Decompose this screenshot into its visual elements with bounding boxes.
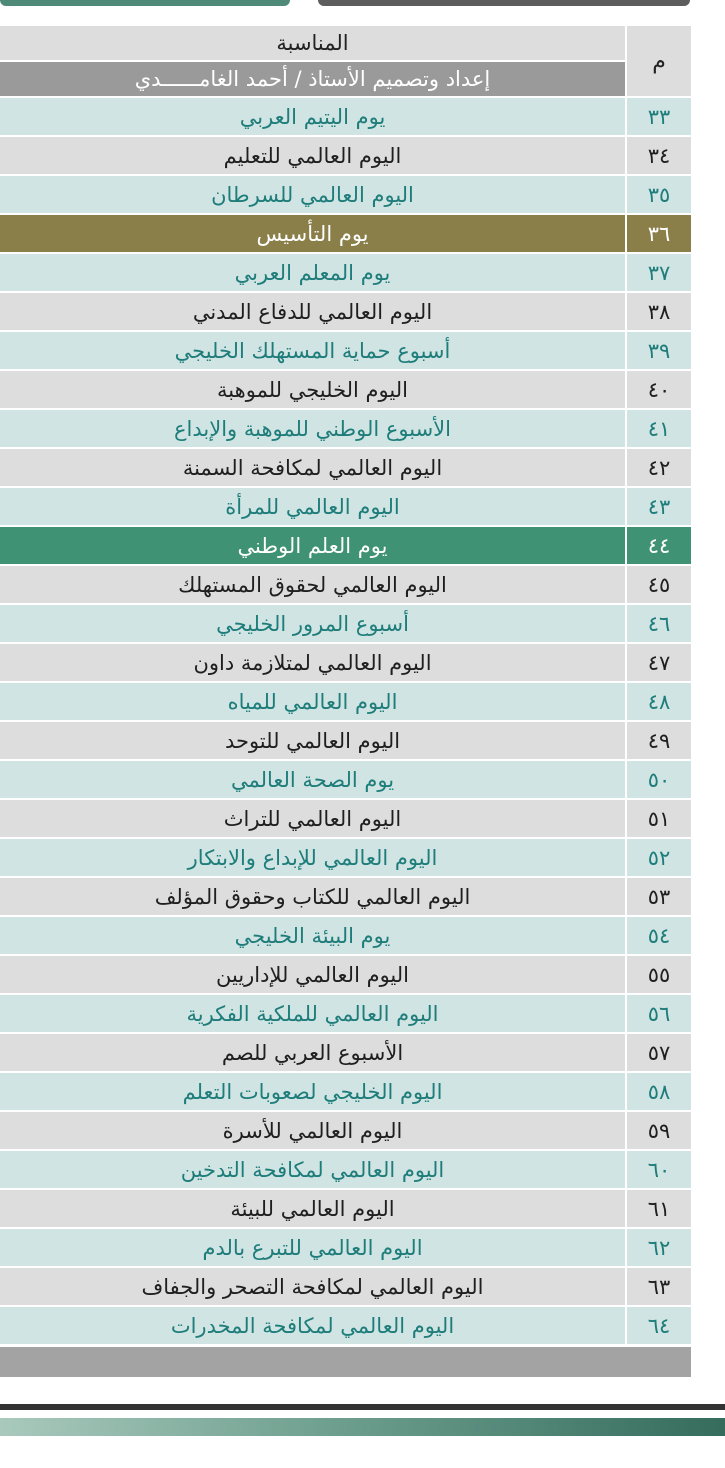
occasion-name: اليوم العالمي للتعليم	[0, 137, 625, 174]
row-number: ٥٤	[625, 917, 691, 954]
table-row	[0, 332, 691, 369]
row-number: ٥٥	[625, 956, 691, 993]
table-row	[0, 1112, 691, 1149]
row-number: ٥٦	[625, 995, 691, 1032]
occasion-name: اليوم العالمي للتبرع بالدم	[0, 1229, 625, 1266]
table-row	[0, 98, 691, 135]
table-row	[0, 683, 691, 720]
occasion-name: اليوم العالمي للبيئة	[0, 1190, 625, 1227]
table-footer-bar	[0, 1347, 691, 1377]
occasion-name: اليوم الخليجي لصعوبات التعلم	[0, 1073, 625, 1110]
row-number: ٣٦	[625, 215, 691, 252]
occasion-name: يوم المعلم العربي	[0, 254, 625, 291]
row-number: ٦٣	[625, 1268, 691, 1305]
occasion-name: اليوم العالمي لمكافحة المخدرات	[0, 1307, 625, 1344]
table-header	[0, 26, 691, 96]
occasion-name: اليوم العالمي لحقوق المستهلك	[0, 566, 625, 603]
row-number: ٣٥	[625, 176, 691, 213]
table-row	[0, 644, 691, 681]
occasion-name: يوم العلم الوطني	[0, 527, 625, 564]
table-row	[0, 488, 691, 525]
table-row	[0, 1307, 691, 1344]
occasion-name: اليوم العالمي لمكافحة التدخين	[0, 1151, 625, 1188]
divider-line-dark	[0, 1404, 725, 1410]
occasion-name: أسبوع المرور الخليجي	[0, 605, 625, 642]
occasion-name: اليوم العالمي للتراث	[0, 800, 625, 837]
table-row	[0, 839, 691, 876]
divider-line-green	[0, 1418, 725, 1436]
table-row	[0, 1190, 691, 1227]
row-number: ٣٩	[625, 332, 691, 369]
table-row	[0, 956, 691, 993]
occasion-column-header: المناسبة	[0, 26, 625, 62]
occasion-name: اليوم العالمي للتوحد	[0, 722, 625, 759]
occasion-name: اليوم العالمي لمكافحة التصحر والجفاف	[0, 1268, 625, 1305]
row-number: ٥٢	[625, 839, 691, 876]
row-number: ٤٥	[625, 566, 691, 603]
occasion-name: اليوم الخليجي للموهبة	[0, 371, 625, 408]
occasion-name: يوم البيئة الخليجي	[0, 917, 625, 954]
table-row	[0, 1229, 691, 1266]
table-row	[0, 1151, 691, 1188]
row-number: ٦٤	[625, 1307, 691, 1344]
occasion-name: اليوم العالمي لمتلازمة داون	[0, 644, 625, 681]
table-body	[0, 98, 691, 1344]
occasion-name: الأسبوع الوطني للموهبة والإبداع	[0, 410, 625, 447]
row-number: ٣٧	[625, 254, 691, 291]
header-right-part	[0, 26, 625, 96]
table-row	[0, 878, 691, 915]
table-row	[0, 1268, 691, 1305]
credit-line: إعداد وتصميم الأستاذ / أحمد الغامــــــدي	[0, 62, 625, 96]
row-number: ٦٠	[625, 1151, 691, 1188]
occasion-name: يوم اليتيم العربي	[0, 98, 625, 135]
row-number: ٥٩	[625, 1112, 691, 1149]
occasion-name: اليوم العالمي للإداريين	[0, 956, 625, 993]
row-number: ٥٠	[625, 761, 691, 798]
number-column-header: م	[625, 26, 691, 96]
row-number: ٤٩	[625, 722, 691, 759]
table-row	[0, 1034, 691, 1071]
occasion-name: اليوم العالمي للدفاع المدني	[0, 293, 625, 330]
occasion-name: اليوم العالمي للإبداع والابتكار	[0, 839, 625, 876]
occasion-name: اليوم العالمي للكتاب وحقوق المؤلف	[0, 878, 625, 915]
row-number: ٣٨	[625, 293, 691, 330]
table-row	[0, 917, 691, 954]
occasion-name: أسبوع حماية المستهلك الخليجي	[0, 332, 625, 369]
table-row	[0, 215, 691, 252]
row-number: ٤٧	[625, 644, 691, 681]
table-row	[0, 371, 691, 408]
table-row	[0, 800, 691, 837]
row-number: ٥١	[625, 800, 691, 837]
occasion-name: اليوم العالمي للأسرة	[0, 1112, 625, 1149]
occasion-name: يوم الصحة العالمي	[0, 761, 625, 798]
table-row	[0, 566, 691, 603]
row-number: ٣٤	[625, 137, 691, 174]
table-row	[0, 449, 691, 486]
top-tab-left	[0, 0, 290, 6]
row-number: ٤٣	[625, 488, 691, 525]
row-number: ٥٨	[625, 1073, 691, 1110]
table-row	[0, 176, 691, 213]
occasion-name: اليوم العالمي لمكافحة السمنة	[0, 449, 625, 486]
row-number: ٤٦	[625, 605, 691, 642]
table-row	[0, 410, 691, 447]
table-row	[0, 254, 691, 291]
occasion-name: الأسبوع العربي للصم	[0, 1034, 625, 1071]
occasion-name: اليوم العالمي للملكية الفكرية	[0, 995, 625, 1032]
row-number: ٥٣	[625, 878, 691, 915]
row-number: ٤١	[625, 410, 691, 447]
row-number: ٤٤	[625, 527, 691, 564]
row-number: ٦٢	[625, 1229, 691, 1266]
occasion-name: يوم التأسيس	[0, 215, 625, 252]
row-number: ٣٣	[625, 98, 691, 135]
table-row	[0, 605, 691, 642]
table-row	[0, 995, 691, 1032]
table-row	[0, 761, 691, 798]
table-row	[0, 137, 691, 174]
row-number: ٦١	[625, 1190, 691, 1227]
table-row	[0, 527, 691, 564]
occasion-name: اليوم العالمي للسرطان	[0, 176, 625, 213]
occasion-name: اليوم العالمي للمياه	[0, 683, 625, 720]
table-row	[0, 722, 691, 759]
top-tab-right	[318, 0, 690, 6]
table-row	[0, 1073, 691, 1110]
row-number: ٤٠	[625, 371, 691, 408]
row-number: ٤٢	[625, 449, 691, 486]
row-number: ٤٨	[625, 683, 691, 720]
table-row	[0, 293, 691, 330]
occasion-name: اليوم العالمي للمرأة	[0, 488, 625, 525]
occasions-table	[0, 26, 691, 1377]
row-number: ٥٧	[625, 1034, 691, 1071]
